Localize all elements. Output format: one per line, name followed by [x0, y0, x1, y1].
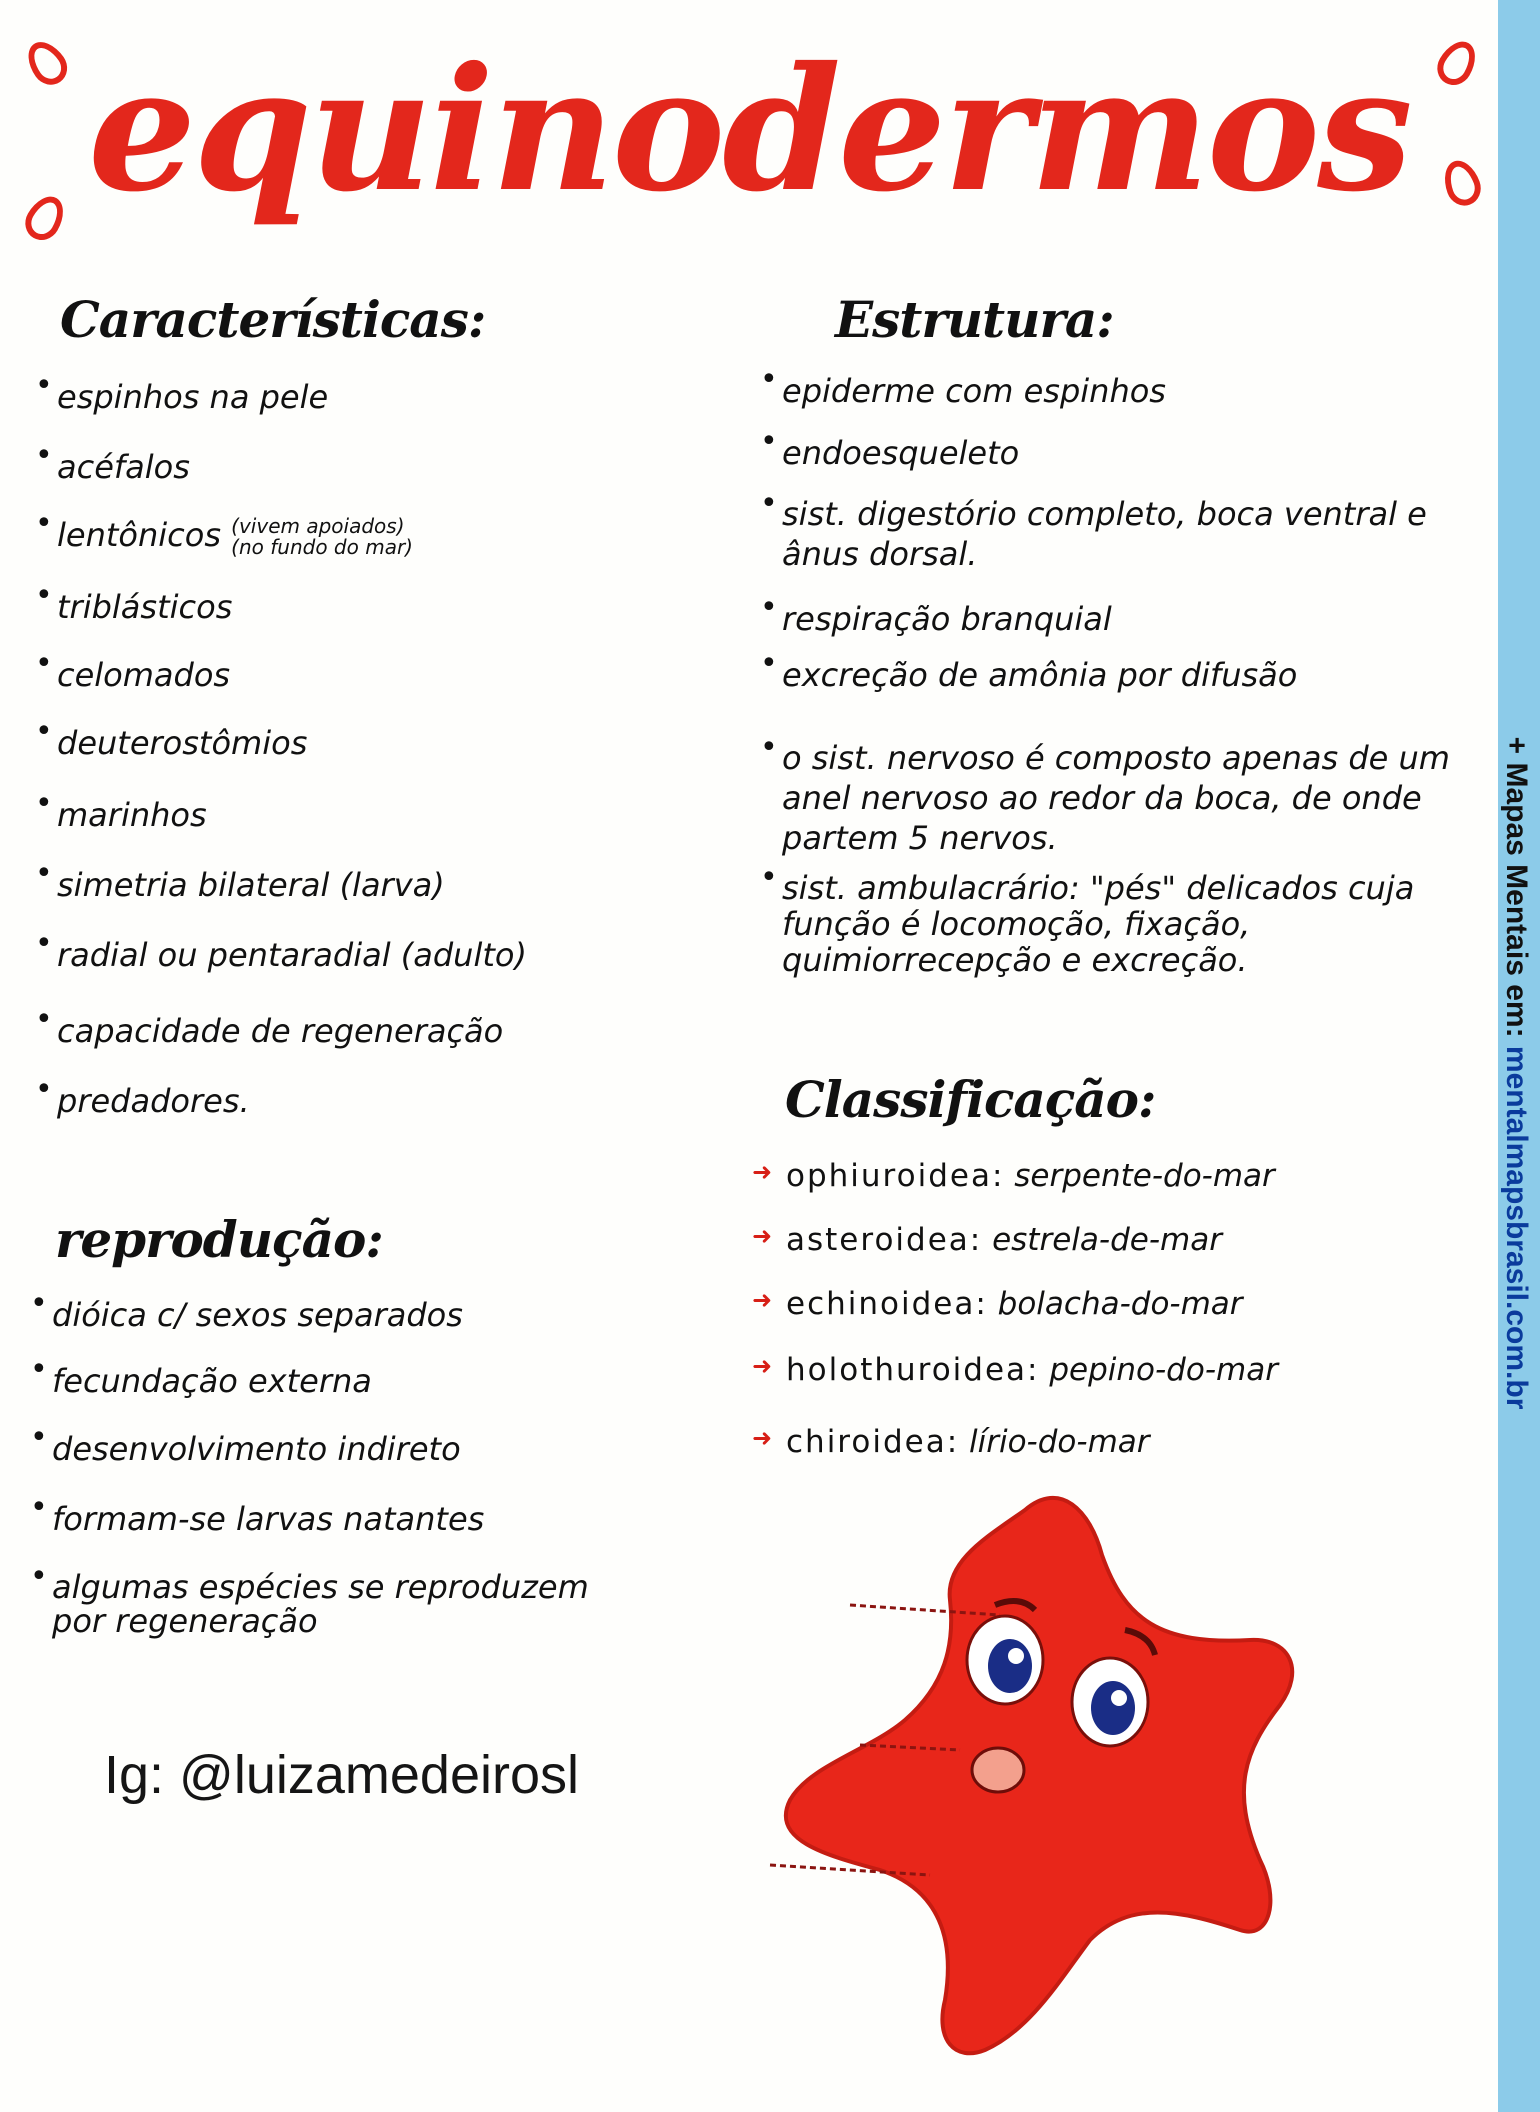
list-item: • marinhos: [35, 796, 655, 866]
list-item: • dióica c/ sexos separados: [30, 1296, 650, 1362]
list-item: ➜ chiroidea: lírio-do-mar: [752, 1424, 1452, 1488]
caracteristicas-list: [35, 378, 655, 1152]
lentonicos-note: (vivem apoiados): [231, 514, 405, 538]
list-item: • respiração branquial: [760, 600, 1480, 656]
list-item: ➜ asteroidea: estrela-de-mar: [752, 1222, 1452, 1286]
list-item: • formam-se larvas natantes: [30, 1500, 650, 1570]
list-item: • endoesqueleto: [760, 434, 1480, 494]
list-item: • sist. ambulacrário: "pés" delicados cuja função é locomoção, fixação, quimiorrecepção e excreção.: [760, 870, 1480, 978]
list-item: • fecundação externa: [30, 1362, 650, 1430]
instagram-credit: Ig: @luizamedeirosl: [104, 1745, 580, 1805]
classificacao-list: [752, 1158, 1452, 1488]
reproducao-list: [30, 1296, 650, 1638]
starfish-pupil-left: [988, 1639, 1032, 1693]
heading-estrutura: Estrutura:: [835, 290, 1114, 349]
estrutura-list: [760, 372, 1480, 978]
side-banner-prefix: + Mapas Mentais em:: [1500, 736, 1533, 1046]
list-item: • excreção de amônia por difusão: [760, 656, 1480, 738]
list-item: • algumas espécies se reproduzem por regeneração: [30, 1570, 650, 1638]
list-item: • triblásticos: [35, 588, 655, 656]
starfish-pupil-right: [1091, 1681, 1135, 1735]
list-item: • simetria bilateral (larva): [35, 866, 655, 936]
list-item: • o sist. nervoso é composto apenas de um anel nervoso ao redor da boca, de onde partem 5 nervos.: [760, 738, 1480, 870]
list-item: • radial ou pentaradial (adulto): [35, 936, 655, 1012]
side-banner-url[interactable]: mentalmapsbrasil.com.br: [1500, 1045, 1533, 1410]
starfish-mouth: [972, 1748, 1024, 1792]
side-banner-text[interactable]: [1499, 323, 1533, 1823]
lentonicos-note: (no fundo do mar): [231, 535, 413, 559]
list-item: • desenvolvimento indireto: [30, 1430, 650, 1500]
heading-reproducao: reprodução:: [55, 1210, 383, 1269]
list-item: • epiderme com espinhos: [760, 372, 1480, 434]
starfish-illustration: [730, 1470, 1410, 2070]
list-item: • celomados: [35, 656, 655, 724]
list-item: • espinhos na pele: [35, 378, 655, 448]
heading-classificacao: Classificação:: [785, 1070, 1156, 1129]
heading-caracteristicas: Características:: [60, 290, 486, 349]
list-item: • capacidade de regeneração: [35, 1012, 655, 1082]
list-item: • predadores.: [35, 1082, 655, 1152]
list-item: ➜ echinoidea: bolacha-do-mar: [752, 1286, 1452, 1352]
list-item: • deuterostômios: [35, 724, 655, 796]
page-title: equinodermos: [88, 30, 1410, 230]
list-item: ➜ ophiuroidea: serpente-do-mar: [752, 1158, 1452, 1222]
starfish-body: [786, 1498, 1292, 2053]
list-item: • lentônicos (vivem apoiados) (no fundo do mar): [35, 516, 655, 588]
list-item: ➜ holothuroidea: pepino-do-mar: [752, 1352, 1452, 1424]
list-item: • acéfalos: [35, 448, 655, 516]
list-item: • sist. digestório completo, boca ventral e ânus dorsal.: [760, 494, 1480, 600]
